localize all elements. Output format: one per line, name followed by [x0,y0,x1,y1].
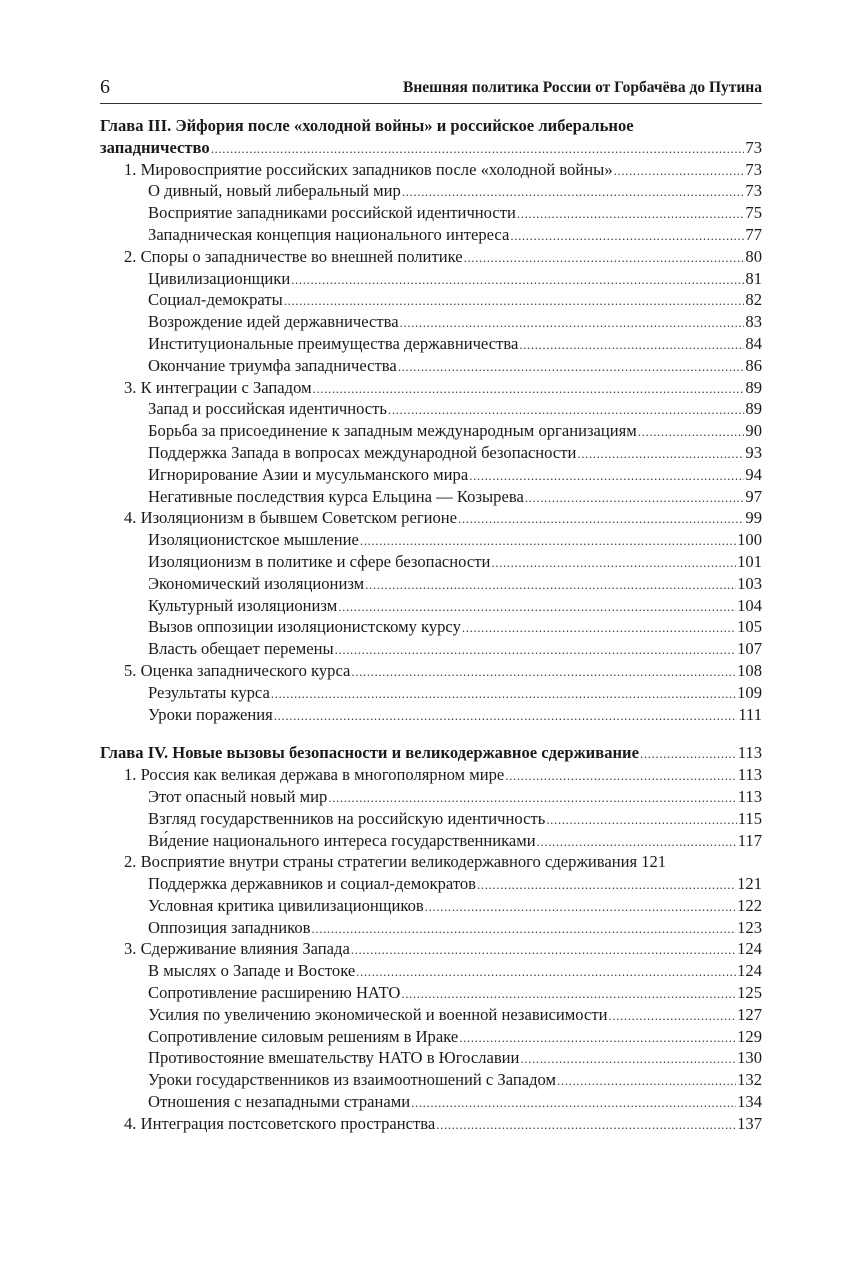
toc-entry-title: западничество [100,137,210,157]
toc-entry-page: 113 [737,786,762,806]
toc-entry-title: 4. Изоляционизм в бывшем Советском регионе [124,508,458,528]
toc-entry-page: 84 [745,333,762,353]
toc-entry-page: 117 [737,830,762,850]
toc-entry-title: Отношения с незападными странами [148,1092,411,1112]
toc-subsection-entry[interactable] [100,1069,762,1091]
toc-entry-title: Западническая концепция национального интереса [148,224,510,244]
dot-leader [356,960,736,983]
toc-entry-title: Вызов оппозиции изоляционистскому курсу [148,617,461,637]
toc-chapter-entry[interactable] [100,137,762,159]
toc-subsection-entry[interactable] [100,486,762,508]
toc-entry-title: Уроки поражения [148,704,273,724]
toc-entry-title: Результаты курса [148,682,270,702]
header-rule [100,103,762,104]
toc-entry-title: 4. Интеграция постсоветского пространства [124,1113,436,1133]
toc-section-entry[interactable] [100,764,762,786]
toc-entry-page: 122 [737,895,762,915]
toc-subsection-entry[interactable] [100,202,762,224]
toc-entry-page: 137 [737,1113,762,1133]
toc-subsection-entry[interactable] [100,333,762,355]
toc-section-entry[interactable] [100,851,762,873]
running-title: Внешняя политика России от Горбачёва до Путина [402,79,762,96]
chapter-entries [100,764,762,1135]
dot-leader [365,573,736,596]
toc-section-entry[interactable] [100,246,762,268]
toc-subsection-entry[interactable] [100,420,762,442]
toc-entry-page: 83 [745,312,762,332]
toc-entry-title: Социал-демократы [148,290,283,310]
toc-entry-page: 97 [745,486,762,506]
toc-entry-title: 5. Оценка западнического курса [124,660,351,680]
dot-leader [469,464,744,487]
dot-leader [462,616,736,639]
dot-leader [360,529,736,552]
toc-subsection-entry[interactable] [100,873,762,895]
dot-leader [517,202,745,225]
chapter-entries [100,159,762,726]
dot-leader [312,917,737,940]
dot-leader [464,246,745,269]
dot-leader [401,982,736,1005]
toc-section-entry[interactable] [100,507,762,529]
dot-leader [436,1113,736,1136]
dot-leader [402,180,745,203]
toc-subsection-entry[interactable] [100,224,762,246]
toc-subsection-entry[interactable] [100,704,762,726]
toc-entry-title: 3. Сдерживание влияния Запада [124,939,350,959]
toc-entry-page: 127 [737,1004,762,1024]
toc-subsection-entry[interactable] [100,917,762,939]
toc-entry-title: Власть обещает перемены [148,639,334,659]
toc-entry-title: Противостояние вмешательству НАТО в Югославии [148,1048,520,1068]
toc-entry-page: 89 [745,399,762,419]
toc-entry-title: 2. Восприятие внутри страны стратегии великодержавного сдерживания [124,852,638,872]
toc-entry-title: Этот опасный новый мир [148,786,328,806]
toc-subsection-entry[interactable] [100,830,762,852]
toc-subsection-entry[interactable] [100,808,762,830]
toc-subsection-entry[interactable] [100,355,762,377]
dot-leader [400,311,745,334]
toc-entry-page: 121 [641,852,667,872]
toc-entry-page: 82 [745,290,762,310]
dot-leader [211,137,745,160]
toc-subsection-entry[interactable] [100,638,762,660]
table-of-contents [100,115,762,1135]
toc-entry-page: 129 [737,1026,762,1046]
toc-entry-page: 104 [737,595,762,615]
dot-leader [328,786,736,809]
dot-leader [425,895,736,918]
toc-entry-page: 100 [737,530,762,550]
toc-entry-page: 73 [745,181,762,201]
toc-entry-title: Цивилизационщики [148,268,291,288]
toc-entry-title: Усилия по увеличению экономической и военной независимости [148,1004,608,1024]
toc-section-entry[interactable] [100,377,762,399]
dot-leader [284,289,745,312]
toc-entry-title: 2. Споры о западничестве во внешней политике [124,246,463,266]
dot-leader [313,377,745,400]
toc-entry-page: 111 [738,704,762,724]
toc-entry-title: Взгляд государственников на российскую идентичность [148,808,546,828]
dot-leader [525,486,745,509]
toc-subsection-entry[interactable] [100,573,762,595]
toc-entry-title: Институциональные преимущества державничества [148,333,519,353]
toc-entry-page: 115 [737,808,762,828]
toc-entry-title: 1. Мировосприятие российских западников после «холодной войны» [124,159,613,179]
toc-subsection-entry[interactable] [100,311,762,333]
toc-entry-title: Восприятие западниками российской идентичности [148,203,516,223]
toc-entry-title: Поддержка Запада в вопросах международной безопасности [148,442,577,462]
toc-entry-title: Сопротивление расширению НАТО [148,983,401,1003]
dot-leader [271,682,736,705]
dot-leader [335,638,736,661]
dot-leader [274,704,738,727]
toc-entry-page: 94 [745,464,762,484]
toc-entry-title: Оппозиция западников [148,917,311,937]
dot-leader [609,1004,737,1027]
dot-leader [491,551,736,574]
dot-leader [577,442,744,465]
toc-entry-title: Окончание триумфа западничества [148,355,397,375]
toc-entry-title: В мыслях о Западе и Востоке [148,961,356,981]
toc-entry-page: 73 [745,159,762,179]
toc-entry-title: Негативные последствия курса Ельцина — Козырева [148,486,524,506]
toc-entry-title: Игнорирование Азии и мусульманского мира [148,464,469,484]
toc-entry-title: Уроки государственников из взаимоотношений с Западом [148,1070,557,1090]
toc-entry-title: Ви́дение национального интереса государственниками [148,830,536,850]
toc-subsection-entry[interactable] [100,616,762,638]
toc-subsection-entry[interactable] [100,268,762,290]
toc-subsection-entry[interactable] [100,289,762,311]
toc-entry-page: 124 [737,961,762,981]
toc-entry-page: 123 [737,917,762,937]
toc-entry-title: Изоляционистское мышление [148,530,359,550]
toc-entry-page: 134 [737,1092,762,1112]
toc-entry-page: 132 [737,1070,762,1090]
toc-subsection-entry[interactable] [100,529,762,551]
toc-entry-page: 81 [745,268,762,288]
toc-entry-title: Условная критика цивилизационщиков [148,895,424,915]
toc-entry-page: 90 [745,421,762,441]
toc-entry-page: 86 [745,355,762,375]
toc-entry-page: 109 [737,682,762,702]
toc-entry-title: Поддержка державников и социал-демократов [148,874,477,894]
dot-leader [638,420,745,443]
toc-section-entry[interactable] [100,1113,762,1135]
toc-entry-page: 89 [745,377,762,397]
dot-leader [398,355,745,378]
toc-subsection-entry[interactable] [100,595,762,617]
toc-entry-title: Борьба за присоединение к западным международным организациям [148,421,637,441]
toc-entry-page: 105 [737,617,762,637]
toc-chapter-entry[interactable] [100,742,762,764]
toc-entry-page: 75 [745,203,762,223]
toc-subsection-entry[interactable] [100,786,762,808]
dot-leader [291,268,744,291]
toc-entry-page: 77 [745,224,762,244]
toc-entry-title: Запад и российская идентичность [148,399,387,419]
toc-section-entry[interactable] [100,159,762,181]
toc-entry-page: 125 [737,983,762,1003]
toc-subsection-entry[interactable] [100,895,762,917]
chapter-title-line: Глава III. Эйфория после «холодной войны» и российское либеральное [100,116,634,135]
dot-leader [351,660,736,683]
dot-leader [505,764,736,787]
dot-leader [640,742,737,765]
dot-leader [520,1047,736,1070]
dot-leader [351,938,736,961]
toc-entry-title: О дивный, новый либеральный мир [148,181,401,201]
toc-entry-page: 80 [745,246,762,266]
toc-entry-page: 130 [737,1048,762,1068]
dot-leader [477,873,736,896]
toc-entry-title: Возрождение идей державничества [148,312,399,332]
toc-subsection-entry[interactable] [100,1004,762,1026]
dot-leader [510,224,744,247]
toc-entry-page: 108 [737,660,762,680]
toc-subsection-entry[interactable] [100,1047,762,1069]
toc-entry-title: Изоляционизм в политике и сфере безопасности [148,551,491,571]
toc-subsection-entry[interactable] [100,551,762,573]
toc-entry-page: 73 [745,137,762,157]
dot-leader [459,1026,736,1049]
dot-leader [519,333,744,356]
toc-subsection-entry[interactable] [100,442,762,464]
toc-entry-title: 3. К интеграции с Западом [124,377,312,397]
toc-entry-page: 121 [737,874,762,894]
toc-entry-page: 101 [737,551,762,571]
toc-entry-page: 113 [737,765,762,785]
toc-subsection-entry[interactable] [100,982,762,1004]
toc-entry-title: Глава IV. Новые вызовы безопасности и великодержавное сдерживание [100,743,639,763]
toc-entry-page: 107 [737,639,762,659]
toc-section-entry[interactable] [100,938,762,960]
dot-leader [537,830,737,853]
dot-leader [458,507,744,530]
dot-leader [557,1069,736,1092]
dot-leader [338,595,736,618]
toc-entry-page: 99 [745,508,762,528]
toc-subsection-entry[interactable] [100,180,762,202]
page-number: 6 [100,76,110,98]
page-header [100,74,762,100]
toc-subsection-entry[interactable] [100,1026,762,1048]
toc-section-entry[interactable] [100,660,762,682]
toc-entry-page: 113 [737,743,762,763]
dot-leader [388,398,744,421]
dot-leader [614,159,745,182]
toc-subsection-entry[interactable] [100,464,762,486]
toc-entry-title: Культурный изоляционизм [148,595,338,615]
toc-subsection-entry[interactable] [100,398,762,420]
dot-leader [411,1091,736,1114]
toc-subsection-entry[interactable] [100,960,762,982]
toc-entry-page: 124 [737,939,762,959]
dot-leader [546,808,736,831]
toc-entry-title: Экономический изоляционизм [148,573,365,593]
toc-entry-title: 1. Россия как великая держава в многополярном мире [124,765,505,785]
toc-entry-title: Сопротивление силовым решениям в Ираке [148,1026,459,1046]
toc-entry-page: 93 [745,442,762,462]
toc-subsection-entry[interactable] [100,1091,762,1113]
toc-entry-page: 103 [737,573,762,593]
toc-subsection-entry[interactable] [100,682,762,704]
